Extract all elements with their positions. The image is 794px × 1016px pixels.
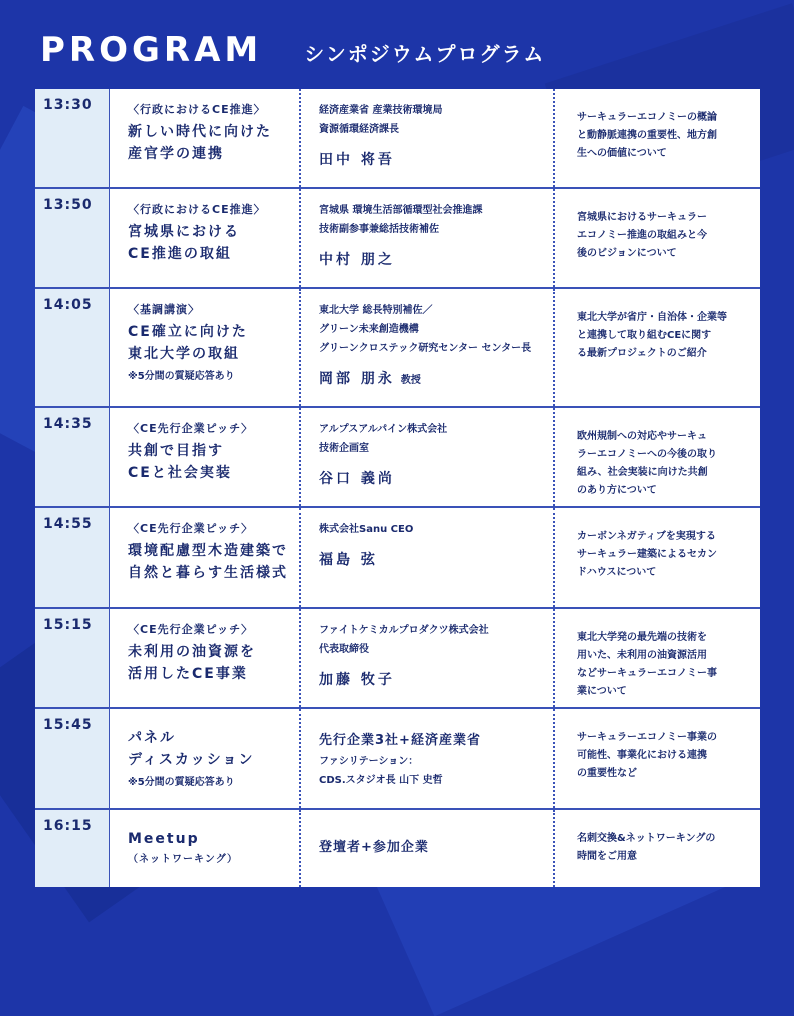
time-cell: 13:50 [35,189,110,287]
program-row [35,709,760,810]
program-row [35,810,760,887]
session-cell [110,609,299,707]
meetup-participants: 登壇者+参加企業 [319,840,429,855]
speaker-affiliation: 宮城県 環境生活部循環型社会推進課 技術副参事兼総括技術補佐 [319,205,483,235]
speaker-name: 谷口 義尚 [319,471,395,487]
session-subtitle: （ネットワーキング） [128,854,238,865]
time-cell: 14:35 [35,408,110,506]
time-cell: 15:45 [35,709,110,808]
session-title: パネル ディスカッション [128,730,255,768]
speaker-cell [299,189,553,287]
speaker-name: 中村 朋之 [319,252,395,268]
session-tag: 〈基調講演〉 [128,303,200,316]
session-cell [110,508,299,607]
session-cell [110,189,299,287]
page-title: PROGRAM [40,30,263,70]
page-header [40,30,545,70]
session-cell [110,89,299,187]
program-row [35,408,760,508]
session-description: 東北大学発の最先端の技術を 用いた、未利用の油資源活用 などサーキュラーエコノミー事 業について [553,609,760,707]
session-description: 欧州規制への対応やサーキュ ラーエコノミーへの今後の取り 組み、社会実装に向けた共創 のあり方について [553,408,760,506]
session-description: 名刺交換&ネットワーキングの 時間をご用意 [553,810,760,887]
session-title: CE確立に向けた 東北大学の取組 [128,324,248,362]
session-description: サーキュラーエコノミー事業の 可能性、事業化における連携 の重要性など [553,709,760,808]
program-table [35,89,760,887]
qa-note: ※5分間の質疑応答あり [128,371,235,382]
time-cell: 15:15 [35,609,110,707]
speaker-affiliation: 経済産業省 産業技術環境局 資源循環経済課長 [319,105,443,135]
session-tag: 〈CE先行企業ピッチ〉 [128,522,254,535]
speaker-name: 田中 将吾 [319,152,395,168]
speaker-name-text: 岡部 朋永 [319,371,395,387]
session-description: 宮城県におけるサーキュラー エコノミー推進の取組みと今 後のビジョンについて [553,189,760,287]
program-row [35,89,760,189]
session-title: 新しい時代に向けた 産官学の連携 [128,124,272,162]
session-title: 未利用の油資源を 活用したCE事業 [128,644,256,682]
speaker-cell [299,709,553,808]
session-cell [110,810,299,887]
session-cell [110,709,299,808]
session-tag: 〈行政におけるCE推進〉 [128,103,266,116]
speaker-affiliation: ファイトケミカルプロダクツ株式会社 代表取締役 [319,625,489,655]
speaker-affiliation: 株式会社Sanu CEO [319,524,414,535]
session-description: 東北大学が省庁・自治体・企業等 と連携して取り組むCEに関す る最新プロジェクトのご紹介 [553,289,760,406]
speaker-cell [299,609,553,707]
program-row [35,508,760,609]
speaker-affiliation: 東北大学 総長特別補佐／ グリーン未来創造機構 グリーンクロステック研究センター センター長 [319,305,532,354]
session-title: Meetup [128,831,200,847]
speaker-name: 福島 弦 [319,552,378,568]
program-row [35,609,760,709]
session-description: カーボンネガティブを実現する サーキュラー建築によるセカン ドハウスについて [553,508,760,607]
session-tag: 〈CE先行企業ピッチ〉 [128,623,254,636]
speaker-cell [299,810,553,887]
speaker-cell [299,408,553,506]
session-description: サーキュラーエコノミーの概論 と動静脈連携の重要性、地方創 生への価値について [553,89,760,187]
program-row [35,189,760,289]
session-cell [110,408,299,506]
facilitator: ファシリテーション： CDS.スタジオ長 山下 史哲 [319,756,443,786]
time-cell: 16:15 [35,810,110,887]
session-title: 宮城県における CE推進の取組 [128,224,240,262]
time-cell: 14:05 [35,289,110,406]
time-cell: 14:55 [35,508,110,607]
speaker-honorific: 教授 [400,375,421,386]
speaker-cell [299,289,553,406]
session-tag: 〈行政におけるCE推進〉 [128,203,266,216]
speaker-affiliation: アルプスアルパイン株式会社 技術企画室 [319,424,448,454]
session-title: 環境配慮型木造建築で 自然と暮らす生活様式 [128,543,288,581]
session-cell [110,289,299,406]
page-subtitle: シンポジウムプログラム [304,42,546,66]
speaker-cell [299,89,553,187]
time-cell: 13:30 [35,89,110,187]
panel-participants: 先行企業3社+経済産業省 [319,733,481,748]
session-tag: 〈CE先行企業ピッチ〉 [128,422,254,435]
program-row [35,289,760,408]
qa-note: ※5分間の質疑応答あり [128,777,235,788]
speaker-name [319,368,553,388]
session-title: 共創で目指す CEと社会実装 [128,443,232,481]
speaker-name: 加藤 牧子 [319,672,395,688]
speaker-cell [299,508,553,607]
